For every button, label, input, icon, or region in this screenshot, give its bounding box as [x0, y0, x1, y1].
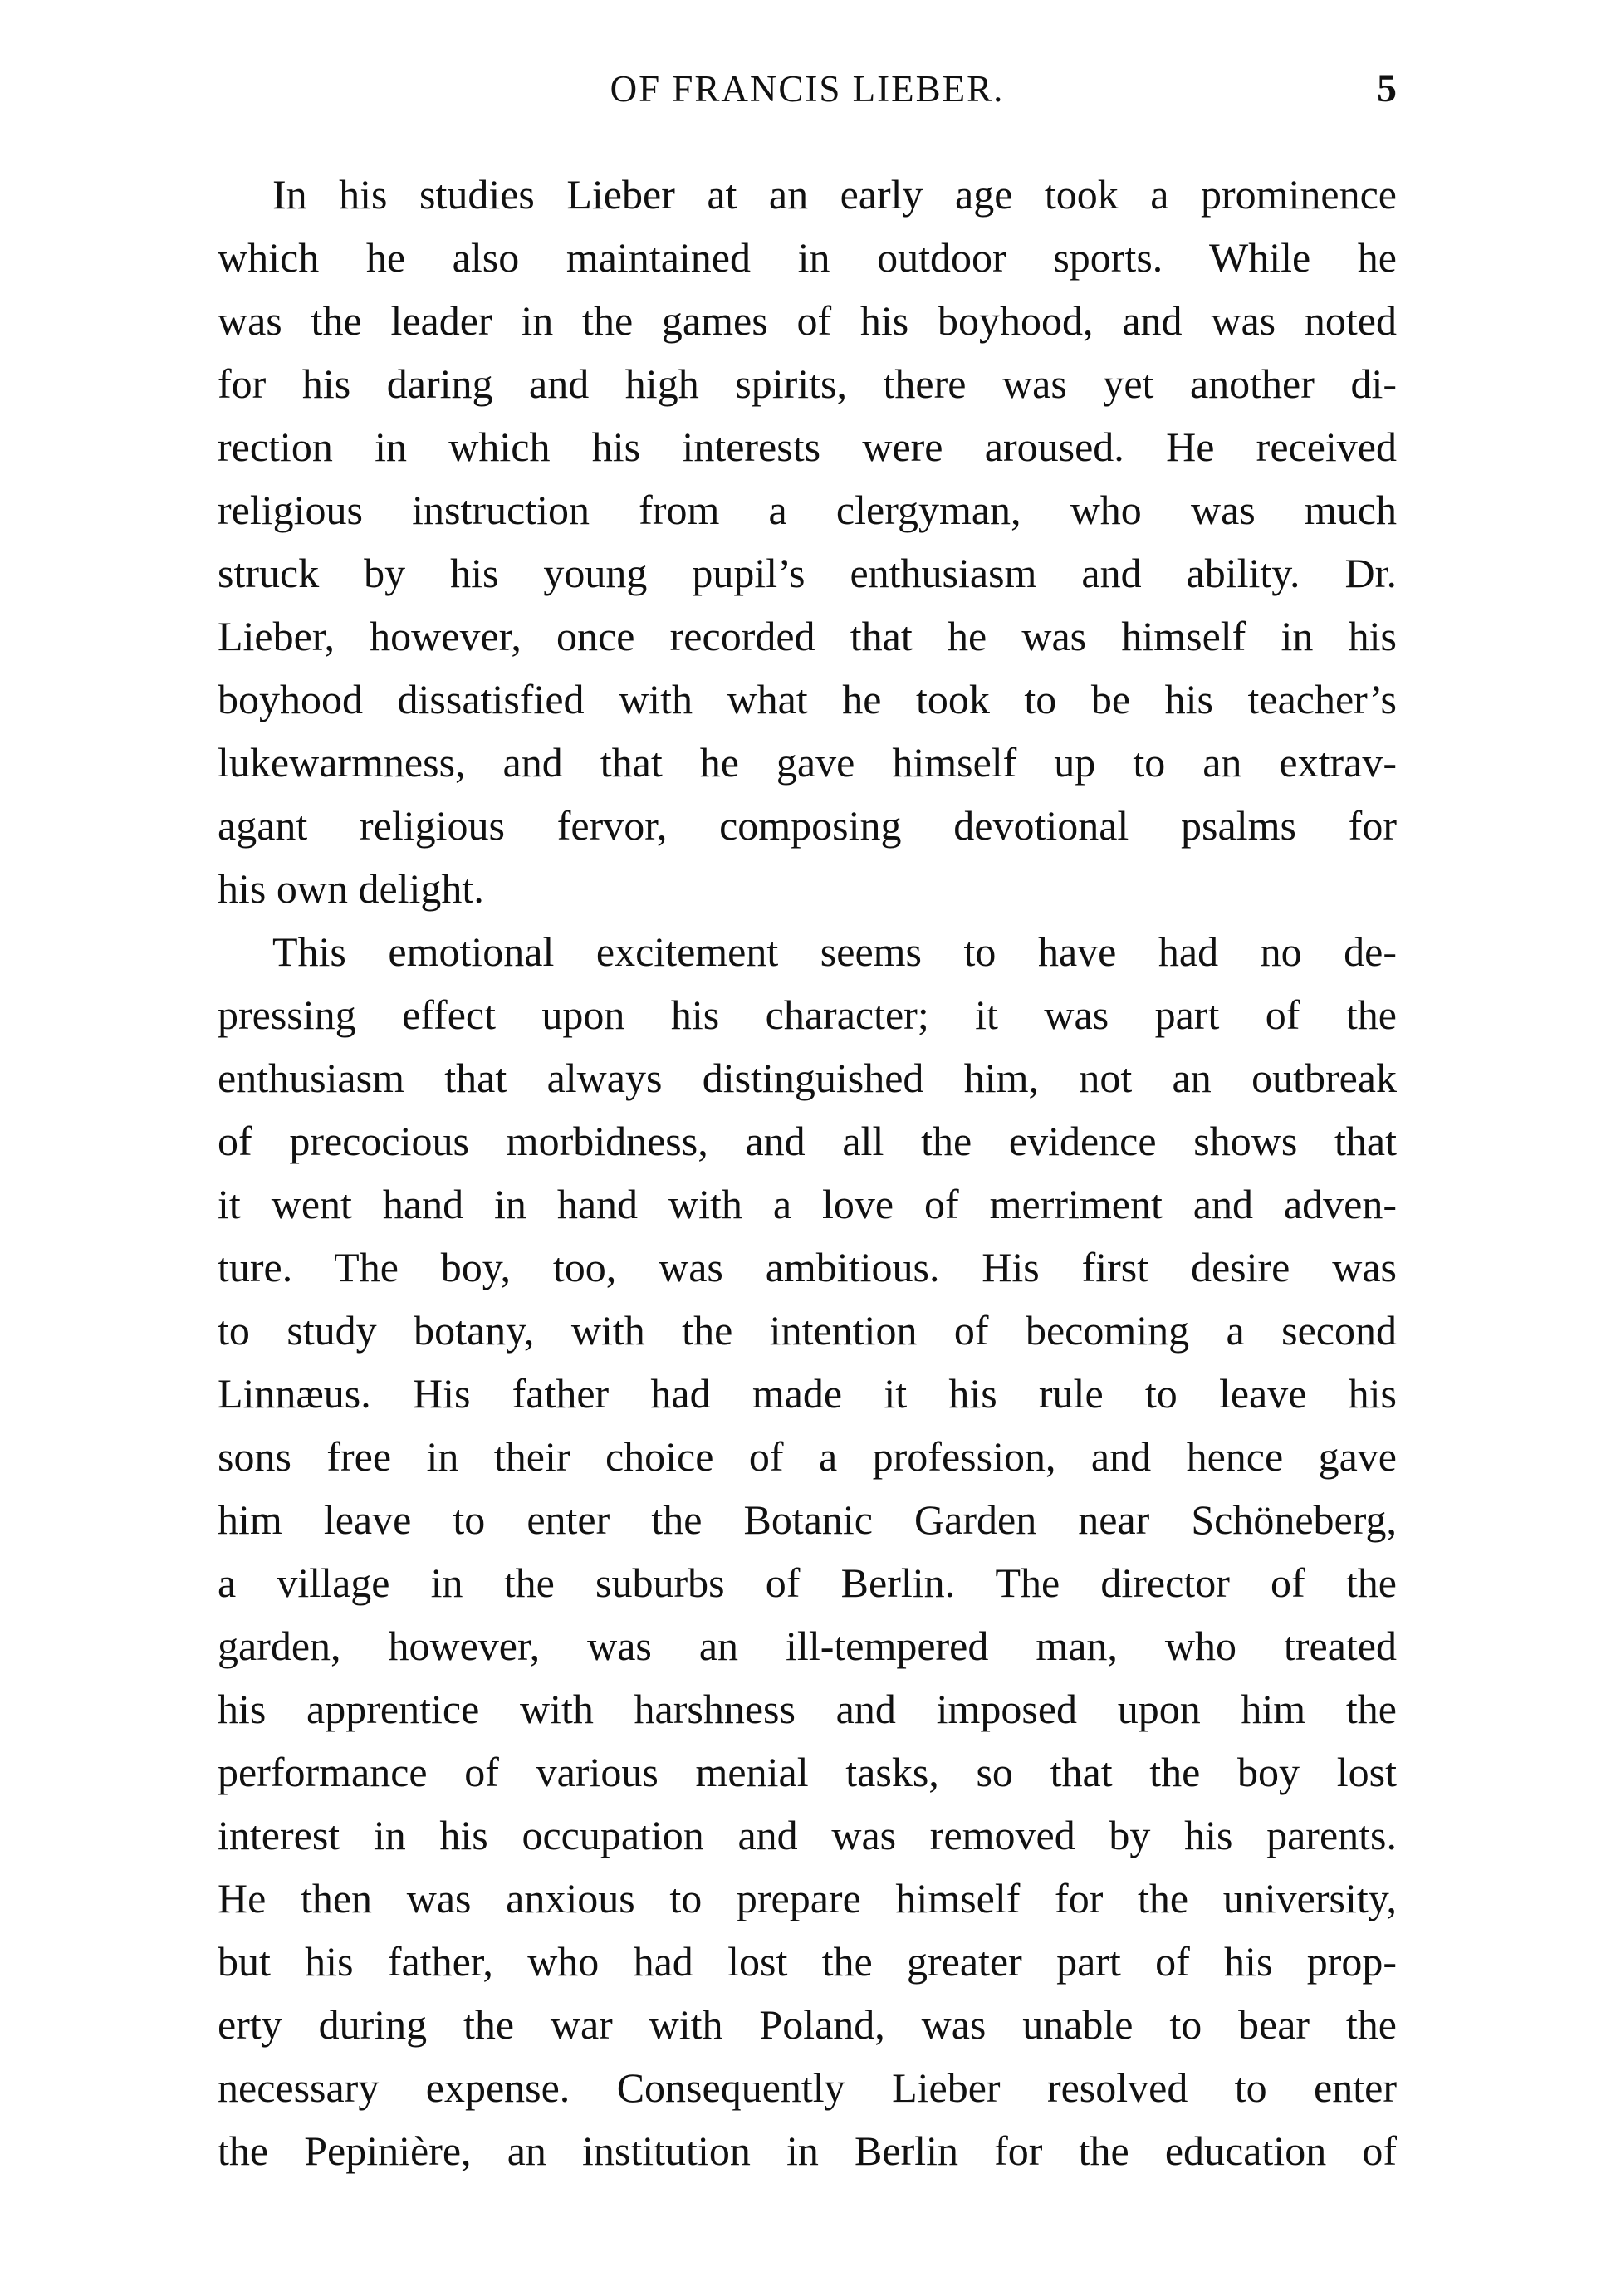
text-line: agant religious fervor, composing devotional psalms for — [218, 802, 1397, 849]
text-line: it went hand in hand with a love of merriment and adven- — [218, 1181, 1397, 1227]
running-title: OF FRANCIS LIEBER. — [610, 68, 1005, 110]
text-line: his own delight. — [218, 865, 484, 912]
paragraph-1 — [218, 163, 1397, 920]
body-text — [218, 163, 1397, 2182]
text-line: This emotional excitement seems to have had no de- — [272, 928, 1397, 975]
text-line: which he also maintained in outdoor sports. While he — [218, 234, 1397, 281]
text-line: ture. The boy, too, was ambitious. His first desire was — [218, 1244, 1397, 1290]
text-line: In his studies Lieber at an early age took a prominence — [272, 171, 1397, 218]
text-line: boyhood dissatisfied with what he took to be his teacher’s — [218, 676, 1397, 722]
text-line: but his father, who had lost the greater part of his prop- — [218, 1938, 1397, 1985]
running-head — [218, 60, 1397, 118]
text-line: his apprentice with harshness and imposed upon him the — [218, 1686, 1397, 1732]
text-line: of precocious morbidness, and all the evidence shows that — [218, 1118, 1397, 1164]
text-line: enthusiasm that always distinguished him, not an outbreak — [218, 1055, 1397, 1101]
text-line: Lieber, however, once recorded that he was himself in his — [218, 613, 1397, 659]
page-number: 5 — [1377, 66, 1397, 110]
text-line: necessary expense. Consequently Lieber resolved to enter — [218, 2064, 1397, 2111]
text-line: the Pepinière, an institution in Berlin for the education of — [218, 2127, 1397, 2174]
text-line: He then was anxious to prepare himself for the university, — [218, 1875, 1397, 1921]
text-line: rection in which his interests were aroused. He received — [218, 423, 1397, 470]
text-line: lukewarmness, and that he gave himself up to an extrav- — [218, 739, 1397, 786]
text-line: religious instruction from a clergyman, who was much — [218, 487, 1397, 533]
text-line: Linnæus. His father had made it his rule to leave his — [218, 1370, 1397, 1417]
text-line: sons free in their choice of a profession, and hence gave — [218, 1433, 1397, 1480]
text-line: performance of various menial tasks, so that the boy lost — [218, 1749, 1397, 1795]
text-line: interest in his occupation and was removed by his parents. — [218, 1812, 1397, 1858]
text-line: pressing effect upon his character; it was part of the — [218, 991, 1397, 1038]
text-line: a village in the suburbs of Berlin. The director of the — [218, 1559, 1397, 1606]
paragraph-2 — [218, 920, 1397, 2182]
text-line: was the leader in the games of his boyhood, and was noted — [218, 297, 1397, 344]
text-line: to study botany, with the intention of becoming a second — [218, 1307, 1397, 1354]
text-line: erty during the war with Poland, was unable to bear the — [218, 2001, 1397, 2048]
text-line: garden, however, was an ill-tempered man, who treated — [218, 1623, 1397, 1669]
text-line: for his daring and high spirits, there was yet another di- — [218, 360, 1397, 407]
text-line: struck by his young pupil’s enthusiasm and ability. Dr. — [218, 550, 1397, 596]
text-line: him leave to enter the Botanic Garden near Schöneberg, — [218, 1496, 1397, 1543]
